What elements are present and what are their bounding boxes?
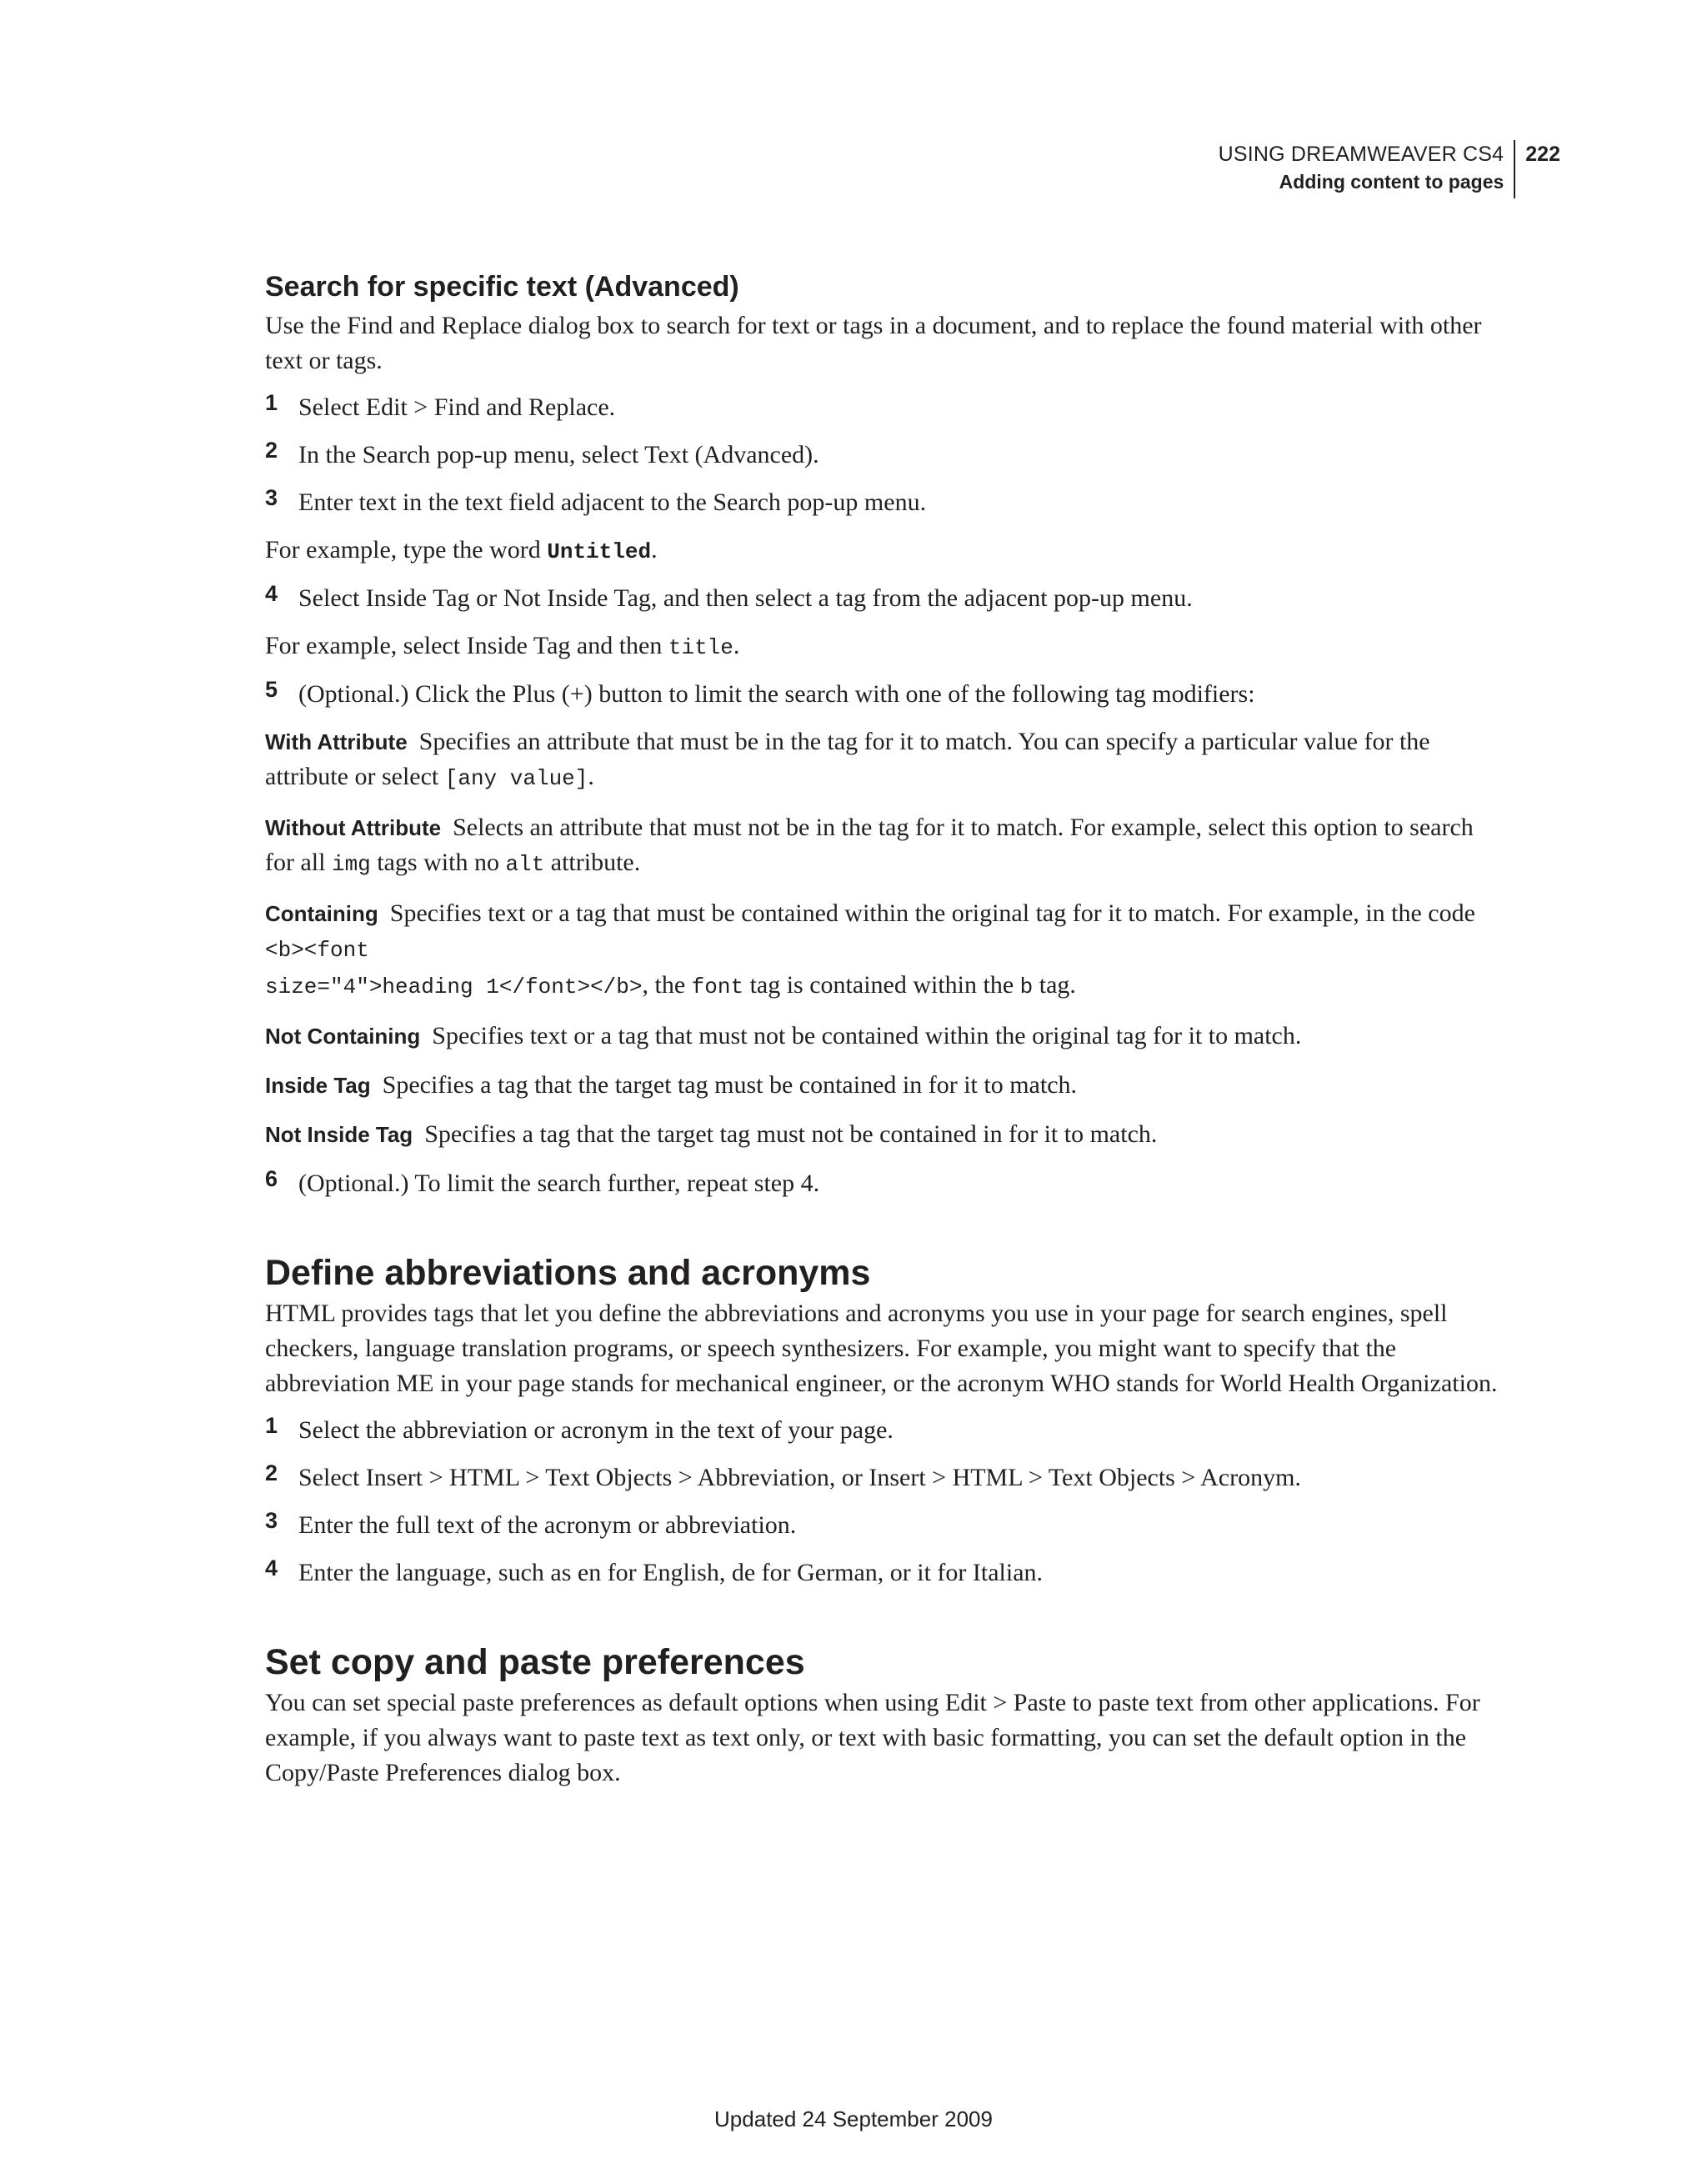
option-term: Containing	[265, 901, 378, 926]
step-text: Select Edit > Find and Replace.	[298, 393, 616, 421]
step-item	[265, 485, 1499, 520]
step-text: Select the abbreviation or acronym in the text of your page.	[298, 1416, 894, 1444]
option-code: alt	[505, 852, 545, 877]
step-text: Enter text in the text field adjacent to the Search pop-up menu.	[298, 488, 927, 516]
step-text: Select Inside Tag or Not Inside Tag, and then select a tag from the adjacent pop-up menu.	[298, 584, 1193, 612]
step-text: Enter the full text of the acronym or abbreviation.	[298, 1511, 797, 1539]
step-item	[265, 390, 1499, 425]
step-item	[265, 1460, 1499, 1495]
chapter-title: Adding content to pages	[1279, 171, 1504, 193]
step-number: 6	[265, 1166, 278, 1191]
section-intro: Use the Find and Replace dialog box to search for text or tags in a document, and to replace the found material with other text or tags.	[265, 312, 1482, 374]
header-divider	[1514, 140, 1515, 198]
step-number: 3	[265, 485, 278, 510]
step-item	[265, 581, 1499, 616]
step-item	[265, 1166, 1499, 1201]
example-prefix: For example, select Inside Tag and then	[265, 632, 668, 659]
option-suffix: .	[588, 763, 594, 790]
example-text	[265, 629, 1499, 665]
step-text: In the Search pop-up menu, select Text (Advanced).	[298, 441, 819, 468]
step-text: Select Insert > HTML > Text Objects > Abbreviation, or Insert > HTML > Text Objects > Acronym.	[298, 1464, 1301, 1491]
step-number: 4	[265, 581, 278, 606]
step-item	[265, 1413, 1499, 1448]
example-text	[265, 533, 1499, 569]
running-header	[1219, 140, 1560, 198]
step-number: 4	[265, 1555, 278, 1580]
example-suffix: .	[651, 536, 658, 564]
step-number: 2	[265, 1460, 278, 1485]
step-item	[265, 1555, 1499, 1590]
example-prefix: For example, type the word	[265, 536, 548, 564]
example-code: Untitled	[547, 539, 652, 564]
option-not-inside-tag	[265, 1117, 1499, 1152]
option-containing	[265, 896, 1499, 1004]
example-code: title	[668, 635, 733, 660]
option-term: Without Attribute	[265, 815, 442, 840]
step-item	[265, 438, 1499, 473]
option-not-containing	[265, 1019, 1499, 1054]
step-number: 2	[265, 438, 278, 463]
option-with-attribute	[265, 724, 1499, 796]
section-heading-search: Search for specific text (Advanced)	[265, 271, 739, 303]
step-number: 1	[265, 390, 278, 415]
step-number: 3	[265, 1508, 278, 1533]
option-code: size="4">heading 1</font></b>	[265, 974, 643, 999]
section-intro: HTML provides tags that let you define the abbreviations and acronyms you use in your page for search engines, spell checkers, language translation programs, or speech synthesizers. For example, you might want to specify that the abbreviation ME in your page stands for mechanical engineer, or the acronym WHO stands for World Health Organization.	[265, 1300, 1498, 1397]
option-description: Specifies an attribute that must be in the tag for it to match. You can specify a particular value for the attribute or select	[265, 728, 1430, 790]
option-code: font	[691, 974, 744, 999]
step-text: (Optional.) To limit the search further, repeat step 4.	[298, 1170, 820, 1197]
option-term: Not Containing	[265, 1024, 421, 1049]
option-inside-tag	[265, 1068, 1499, 1103]
option-description-mid: , the	[642, 971, 692, 999]
option-suffix: attribute.	[544, 849, 641, 876]
step-text: Enter the language, such as en for English, de for German, or it for Italian.	[298, 1559, 1044, 1586]
section-intro: You can set special paste preferences as default options when using Edit > Paste to paste text from other applications. For example, if you always want to paste text as text only, or text with basic formatting, you can set the default option in the Copy/Paste Preferences dialog box.	[265, 1689, 1480, 1786]
option-description-mid: tag is contained within the	[743, 971, 1020, 999]
step-text: (Optional.) Click the Plus (+) button to limit the search with one of the following tag modifiers:	[298, 680, 1255, 708]
section-heading-copy-paste: Set copy and paste preferences	[265, 1642, 805, 1682]
option-description-mid: tags with no	[370, 849, 506, 876]
step-number: 5	[265, 677, 278, 702]
option-description: Selects an attribute that must not be in the tag for it to match. For example, select this option to search for all	[265, 814, 1474, 876]
book-title: USING DREAMWEAVER CS4	[1218, 143, 1504, 166]
step-item	[265, 1508, 1499, 1543]
step-number: 1	[265, 1413, 278, 1438]
option-term: With Attribute	[265, 729, 408, 754]
header-text	[1219, 140, 1504, 195]
option-description: Specifies text or a tag that must be contained within the original tag for it to match. For example, in the code	[389, 899, 1475, 927]
example-suffix: .	[733, 632, 740, 659]
option-code: img	[331, 852, 371, 877]
page-number: 222	[1525, 143, 1560, 166]
option-description: Specifies a tag that the target tag must be contained in for it to match.	[382, 1071, 1078, 1099]
option-description: Specifies text or a tag that must not be contained within the original tag for it to match.	[432, 1022, 1302, 1049]
option-code: [any value]	[444, 766, 588, 791]
option-description: Specifies a tag that the target tag must not be contained in for it to match.	[424, 1120, 1158, 1148]
section-heading-abbreviations: Define abbreviations and acronyms	[265, 1253, 871, 1293]
option-term: Not Inside Tag	[265, 1122, 413, 1147]
option-without-attribute	[265, 810, 1499, 882]
option-code: <b><font	[265, 938, 369, 963]
option-suffix: tag.	[1033, 971, 1076, 999]
page-content	[265, 267, 1499, 1802]
page-footer: Updated 24 September 2009	[714, 2106, 993, 2131]
option-term: Inside Tag	[265, 1073, 371, 1098]
step-item	[265, 677, 1499, 712]
option-code: b	[1019, 974, 1034, 999]
